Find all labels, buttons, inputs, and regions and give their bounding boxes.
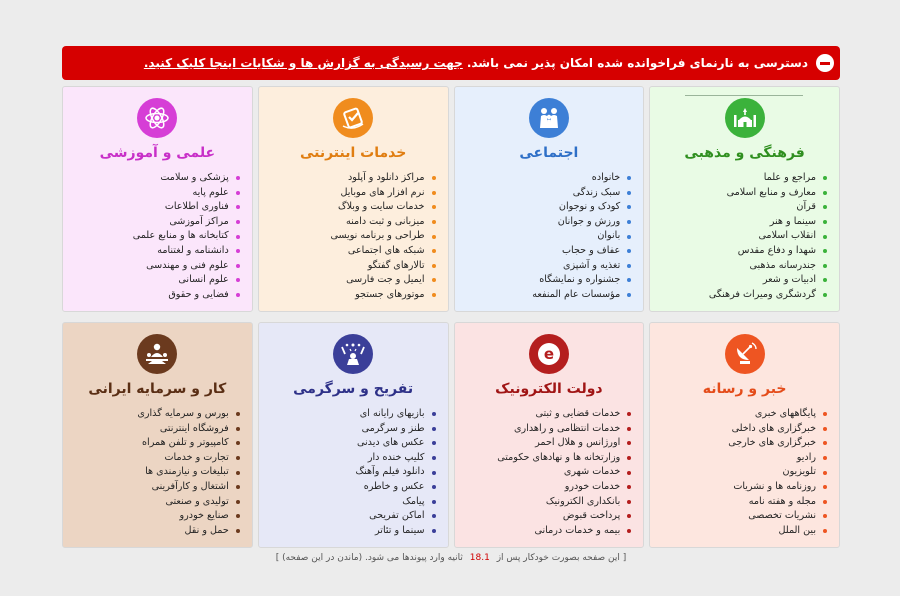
category-link[interactable] bbox=[656, 407, 827, 422]
bullet-icon bbox=[236, 249, 240, 253]
bullet-icon bbox=[627, 471, 631, 475]
category-link-label: موتورهای جستجو bbox=[355, 288, 425, 300]
category-link-label: مراجع و علما bbox=[763, 172, 816, 183]
category-link[interactable] bbox=[461, 480, 632, 495]
category-link[interactable] bbox=[265, 436, 436, 451]
family-icon[interactable] bbox=[529, 98, 569, 138]
bullet-icon bbox=[823, 220, 827, 224]
bullet-icon bbox=[823, 191, 827, 195]
category-link[interactable] bbox=[461, 422, 632, 437]
bullet-icon bbox=[823, 412, 827, 416]
bullet-icon bbox=[236, 293, 240, 297]
category-link-list bbox=[69, 407, 240, 538]
category-link[interactable] bbox=[656, 436, 827, 451]
category-link[interactable] bbox=[265, 509, 436, 524]
category-link[interactable] bbox=[265, 171, 436, 186]
category-card bbox=[258, 322, 449, 548]
bullet-icon bbox=[823, 278, 827, 282]
category-link[interactable] bbox=[69, 436, 240, 451]
category-link-label: ادبیات و شعر bbox=[762, 274, 816, 286]
category-link[interactable] bbox=[69, 407, 240, 422]
category-link-label: طراحی و برنامه نویسی bbox=[330, 230, 425, 242]
category-link-label: ایمیل و جت فارسی bbox=[346, 274, 425, 286]
category-link[interactable] bbox=[69, 186, 240, 201]
bullet-icon bbox=[627, 176, 631, 180]
category-link[interactable] bbox=[69, 171, 240, 186]
bullet-icon bbox=[627, 500, 631, 504]
bullet-icon bbox=[823, 264, 827, 268]
category-link-label: طنز و سرگرمی bbox=[361, 422, 425, 434]
category-link-label: جشنواره و نمایشگاه bbox=[539, 274, 621, 286]
category-link[interactable] bbox=[265, 288, 436, 303]
category-link[interactable] bbox=[265, 229, 436, 244]
category-link-label: خدمات خودرو bbox=[564, 480, 621, 492]
category-link-label: کلیپ خنده دار bbox=[367, 451, 425, 463]
entertainment-icon[interactable] bbox=[333, 334, 373, 374]
bullet-icon bbox=[236, 427, 240, 431]
category-link-label: نرم افزار های موبایل bbox=[340, 186, 425, 198]
category-link-label: کتابخانه ها و منابع علمی bbox=[132, 230, 229, 242]
category-link-label: تجارت و خدمات bbox=[164, 451, 229, 463]
bullet-icon bbox=[236, 205, 240, 209]
category-link-label: خبرگزاری های داخلی bbox=[731, 422, 816, 434]
category-link-label: عکس و خاطره bbox=[363, 480, 425, 492]
category-link-label: نشریات تخصصی bbox=[748, 510, 816, 522]
bullet-icon bbox=[432, 500, 436, 504]
category-link[interactable] bbox=[265, 215, 436, 230]
category-link[interactable] bbox=[656, 259, 827, 274]
card-title[interactable]: علمی و آموزشی bbox=[99, 145, 216, 161]
category-link-label: پرداخت قبوض bbox=[562, 510, 621, 522]
category-card bbox=[649, 322, 840, 548]
bullet-icon bbox=[627, 427, 631, 431]
category-link-list bbox=[461, 171, 632, 302]
bullet-icon bbox=[627, 293, 631, 297]
redirect-suffix[interactable]: ثانیه وارد پیوندها می شود. (ماندن در این صفحه) ] bbox=[275, 553, 463, 563]
category-link[interactable] bbox=[69, 451, 240, 466]
bullet-icon bbox=[432, 441, 436, 445]
category-link-label: کودک و نوجوان bbox=[558, 201, 621, 213]
card-title[interactable]: اجتماعی bbox=[519, 145, 579, 161]
category-link[interactable] bbox=[265, 259, 436, 274]
category-link-label: علوم پایه bbox=[192, 186, 229, 198]
bullet-icon bbox=[432, 471, 436, 475]
category-link[interactable] bbox=[461, 171, 632, 186]
category-link[interactable] bbox=[656, 288, 827, 303]
bullet-icon bbox=[236, 191, 240, 195]
category-link-label: صنایع خودرو bbox=[179, 510, 229, 522]
bullet-icon bbox=[432, 191, 436, 195]
category-link[interactable] bbox=[265, 524, 436, 539]
card-divider bbox=[685, 95, 803, 96]
category-link[interactable] bbox=[265, 244, 436, 259]
category-link[interactable] bbox=[461, 465, 632, 480]
category-link-label: بازیهای رایانه ای bbox=[359, 408, 425, 419]
category-link[interactable] bbox=[656, 465, 827, 480]
category-link[interactable] bbox=[461, 495, 632, 510]
category-link[interactable] bbox=[461, 215, 632, 230]
category-link-label: خبرگزاری های خارجی bbox=[728, 437, 816, 449]
bullet-icon bbox=[236, 220, 240, 224]
bullet-icon bbox=[823, 441, 827, 445]
category-link-label: پزشکی و سلامت bbox=[160, 172, 229, 183]
bullet-icon bbox=[627, 235, 631, 239]
bullet-icon bbox=[432, 176, 436, 180]
bullet-icon bbox=[627, 485, 631, 489]
bullet-icon bbox=[823, 456, 827, 460]
category-link[interactable] bbox=[69, 244, 240, 259]
category-link[interactable] bbox=[265, 407, 436, 422]
category-link[interactable] bbox=[656, 480, 827, 495]
category-link-label: تالارهای گفتگو bbox=[367, 259, 425, 271]
category-link-list bbox=[656, 407, 827, 538]
bullet-icon bbox=[432, 235, 436, 239]
category-link-label: بیمه و خدمات درمانی bbox=[534, 524, 621, 536]
category-link[interactable] bbox=[265, 273, 436, 288]
category-link[interactable] bbox=[656, 244, 827, 259]
category-link[interactable] bbox=[69, 509, 240, 524]
category-link[interactable] bbox=[461, 288, 632, 303]
bullet-icon bbox=[236, 278, 240, 282]
category-link-label: روزنامه ها و نشریات bbox=[733, 480, 816, 492]
category-link[interactable] bbox=[265, 495, 436, 510]
category-link-label: سبک زندگی bbox=[572, 186, 621, 198]
bullet-icon bbox=[236, 412, 240, 416]
category-link[interactable] bbox=[69, 229, 240, 244]
category-link-label: فناوری اطلاعات bbox=[164, 201, 229, 213]
bullet-icon bbox=[432, 427, 436, 431]
bullet-icon bbox=[432, 485, 436, 489]
atom-icon[interactable] bbox=[137, 98, 177, 138]
category-link-label: تغذیه و آشپزی bbox=[562, 259, 621, 271]
category-link-list bbox=[461, 407, 632, 538]
category-link-list bbox=[265, 407, 436, 538]
category-link[interactable] bbox=[69, 465, 240, 480]
category-link-label: فروشگاه اینترنتی bbox=[159, 422, 229, 434]
bullet-icon bbox=[432, 278, 436, 282]
bullet-icon bbox=[627, 205, 631, 209]
category-link-label: مؤسسات عام المنفعه bbox=[532, 288, 621, 300]
category-link[interactable] bbox=[656, 229, 827, 244]
category-link-label: قرآن bbox=[796, 201, 816, 213]
category-link[interactable] bbox=[461, 259, 632, 274]
card-title[interactable]: خدمات اینترنتی bbox=[299, 145, 407, 161]
bullet-icon bbox=[432, 205, 436, 209]
bullet-icon bbox=[236, 529, 240, 533]
category-link-label: شهدا و دفاع مقدس bbox=[737, 244, 816, 256]
category-link-label: عفاف و حجاب bbox=[561, 244, 621, 256]
category-link[interactable] bbox=[69, 259, 240, 274]
category-link[interactable] bbox=[461, 273, 632, 288]
redirect-countdown: 18.1 bbox=[469, 553, 490, 563]
category-link[interactable] bbox=[461, 229, 632, 244]
bullet-icon bbox=[823, 471, 827, 475]
category-link[interactable] bbox=[656, 171, 827, 186]
bullet-icon bbox=[627, 412, 631, 416]
bullet-icon bbox=[627, 278, 631, 282]
bullet-icon bbox=[823, 500, 827, 504]
category-link[interactable] bbox=[656, 186, 827, 201]
category-link[interactable] bbox=[461, 436, 632, 451]
category-link[interactable] bbox=[461, 524, 632, 539]
category-link-list bbox=[656, 171, 827, 302]
report-complaint-link[interactable]: جهت رسیدگی به گزارش ها و شکایات اینجا کلیک کنید. bbox=[143, 56, 463, 70]
card-title[interactable]: کار و سرمایه ایرانی bbox=[88, 381, 227, 397]
bullet-icon bbox=[823, 485, 827, 489]
category-link[interactable] bbox=[69, 524, 240, 539]
category-link-label: تولیدی و صنعتی bbox=[165, 495, 229, 507]
category-link-label: اماکن تفریحی bbox=[369, 510, 425, 522]
category-link-label: سینما و تئاتر bbox=[375, 524, 425, 536]
category-link-label: مراکز آموزشی bbox=[169, 215, 229, 227]
bullet-icon bbox=[432, 456, 436, 460]
category-link-label: گردشگری ومیراث فرهنگی bbox=[708, 288, 816, 300]
category-grid bbox=[62, 86, 840, 549]
category-link-label: اورژانس و هلال احمر bbox=[535, 437, 621, 449]
category-link[interactable] bbox=[461, 200, 632, 215]
bullet-icon bbox=[823, 235, 827, 239]
category-link-label: مجله و هفته نامه bbox=[748, 495, 816, 507]
category-link[interactable] bbox=[69, 273, 240, 288]
svg-text:e: e bbox=[543, 345, 554, 363]
category-link-label: پایگاههای خبری bbox=[754, 408, 816, 419]
bullet-icon bbox=[627, 529, 631, 533]
category-card bbox=[454, 86, 645, 312]
category-link-label: بورس و سرمایه گذاری bbox=[137, 408, 229, 419]
bullet-icon bbox=[823, 529, 827, 533]
e-gov-icon[interactable] bbox=[529, 334, 569, 374]
category-link[interactable] bbox=[265, 186, 436, 201]
bullet-icon bbox=[236, 235, 240, 239]
bullet-icon bbox=[432, 249, 436, 253]
category-link[interactable] bbox=[265, 422, 436, 437]
category-link-label: فضایی و حقوق bbox=[168, 288, 229, 300]
minus-circle-icon[interactable] bbox=[816, 54, 834, 72]
bullet-icon bbox=[432, 293, 436, 297]
category-link-label: بانکداری الکترونیک bbox=[545, 495, 621, 507]
bullet-icon bbox=[627, 220, 631, 224]
bullet-icon bbox=[823, 514, 827, 518]
category-card bbox=[454, 322, 645, 548]
card-title[interactable]: خبر و رسانه bbox=[702, 381, 787, 397]
banner-message: دسترسی به نارنمای فراخوانده شده امکان پذیر نمی باشد. bbox=[466, 56, 808, 70]
bullet-icon bbox=[432, 220, 436, 224]
category-card bbox=[258, 86, 449, 312]
bullet-icon bbox=[627, 249, 631, 253]
category-link-list bbox=[265, 171, 436, 302]
category-link-label: ورزش و جوانان bbox=[557, 215, 621, 227]
category-link[interactable] bbox=[69, 495, 240, 510]
bullet-icon bbox=[236, 441, 240, 445]
category-link-label: معارف و منابع اسلامی bbox=[726, 186, 816, 198]
category-link-label: بانوان bbox=[597, 230, 621, 242]
category-link[interactable] bbox=[461, 509, 632, 524]
category-link[interactable] bbox=[656, 200, 827, 215]
bullet-icon bbox=[823, 427, 827, 431]
category-link[interactable] bbox=[265, 465, 436, 480]
category-link[interactable] bbox=[69, 422, 240, 437]
bullet-icon bbox=[823, 249, 827, 253]
category-link[interactable] bbox=[656, 422, 827, 437]
category-link[interactable] bbox=[69, 480, 240, 495]
category-card bbox=[62, 86, 253, 312]
category-link-label: تلویزیون bbox=[782, 466, 816, 478]
category-link-label: کامپیوتر و تلفن همراه bbox=[142, 437, 229, 449]
category-link-label: علوم انسانی bbox=[178, 274, 229, 286]
category-link[interactable] bbox=[461, 407, 632, 422]
bullet-icon bbox=[823, 293, 827, 297]
category-link-label: دانلود فیلم وآهنگ bbox=[355, 466, 425, 478]
category-card bbox=[62, 322, 253, 548]
category-link-label: حمل و نقل bbox=[184, 524, 229, 536]
category-link-label: تبلیغات و نیازمندی ها bbox=[145, 466, 229, 478]
category-link-label: پیامک bbox=[402, 495, 425, 507]
bullet-icon bbox=[236, 471, 240, 475]
category-link-label: اشتغال و کارآفرینی bbox=[151, 480, 229, 492]
category-link-list bbox=[69, 171, 240, 302]
bullet-icon bbox=[627, 191, 631, 195]
category-link-label: جندرسانه مذهبی bbox=[749, 259, 816, 271]
category-link-label: وزارتخانه ها و نهادهای حکومتی bbox=[497, 451, 621, 463]
redirect-notice bbox=[62, 553, 840, 569]
category-link-label: دانشنامه و لغتنامه bbox=[157, 244, 229, 256]
category-link-label: خدمات شهری bbox=[563, 466, 621, 478]
bullet-icon bbox=[627, 441, 631, 445]
bullet-icon bbox=[432, 514, 436, 518]
category-link[interactable] bbox=[461, 186, 632, 201]
bullet-icon bbox=[823, 176, 827, 180]
category-link[interactable] bbox=[265, 200, 436, 215]
category-link[interactable] bbox=[656, 215, 827, 230]
blocked-access-banner bbox=[62, 46, 840, 80]
bullet-icon bbox=[236, 264, 240, 268]
category-link-label: شبکه های اجتماعی bbox=[347, 244, 425, 256]
bullet-icon bbox=[236, 456, 240, 460]
bullet-icon bbox=[627, 514, 631, 518]
services-icon[interactable] bbox=[333, 98, 373, 138]
category-link-label: میزبانی و ثبت دامنه bbox=[346, 215, 425, 227]
category-link-label: علوم فنی و مهندسی bbox=[146, 259, 229, 271]
category-link-label: خانواده bbox=[591, 172, 621, 183]
category-link[interactable] bbox=[69, 288, 240, 303]
category-link-label: خدمات سایت و وبلاگ bbox=[337, 201, 425, 213]
bullet-icon bbox=[236, 514, 240, 518]
category-link[interactable] bbox=[265, 451, 436, 466]
category-link[interactable] bbox=[656, 509, 827, 524]
category-link-label: خدمات قضایی و ثبتی bbox=[535, 408, 621, 419]
category-link-label: رادیو bbox=[796, 451, 816, 463]
bullet-icon bbox=[236, 500, 240, 504]
business-icon[interactable] bbox=[137, 334, 177, 374]
bullet-icon bbox=[627, 264, 631, 268]
category-link[interactable] bbox=[656, 524, 827, 539]
bullet-icon bbox=[627, 456, 631, 460]
bullet-icon bbox=[236, 485, 240, 489]
bullet-icon bbox=[236, 176, 240, 180]
category-link-label: بین الملل bbox=[778, 524, 816, 536]
category-link-label: سینما و هنر bbox=[769, 215, 816, 227]
category-link[interactable] bbox=[656, 495, 827, 510]
mosque-icon[interactable] bbox=[725, 98, 765, 138]
category-link-label: خدمات انتظامی و راهداری bbox=[514, 422, 621, 434]
category-link-label: انقلاب اسلامی bbox=[758, 230, 816, 242]
category-link[interactable] bbox=[656, 451, 827, 466]
satellite-icon[interactable] bbox=[725, 334, 765, 374]
bullet-icon bbox=[823, 205, 827, 209]
category-link-label: مراکز دانلود و آپلود bbox=[348, 172, 425, 183]
bullet-icon bbox=[432, 264, 436, 268]
category-link[interactable] bbox=[656, 273, 827, 288]
redirect-prefix: [ این صفحه بصورت خودکار پس از bbox=[496, 553, 627, 563]
category-link[interactable] bbox=[265, 480, 436, 495]
category-link[interactable] bbox=[69, 215, 240, 230]
bullet-icon bbox=[432, 412, 436, 416]
card-title[interactable]: فرهنگی و مذهبی bbox=[684, 145, 805, 161]
bullet-icon bbox=[432, 529, 436, 533]
card-title[interactable]: تفریح و سرگرمی bbox=[293, 381, 414, 397]
category-link[interactable] bbox=[461, 244, 632, 259]
category-card bbox=[649, 86, 840, 312]
category-link-label: عکس های دیدنی bbox=[357, 437, 425, 449]
card-title[interactable]: دولت الکترونیک bbox=[495, 381, 603, 397]
category-link[interactable] bbox=[461, 451, 632, 466]
category-link[interactable] bbox=[69, 200, 240, 215]
